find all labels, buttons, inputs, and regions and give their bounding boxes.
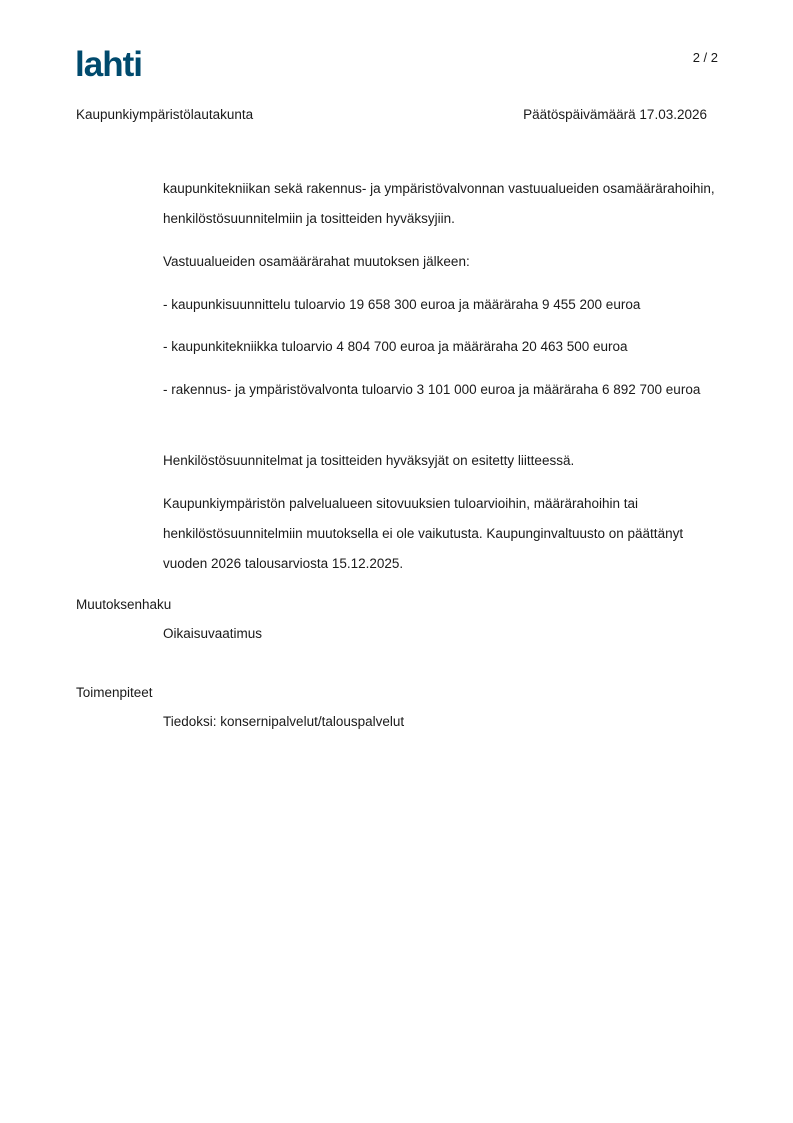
list-item-kaupunkitekniikka: - kaupunkitekniikka tuloarvio 4 804 700 euroa ja määräraha 20 463 500 euroa [163, 339, 628, 354]
actions-value: Tiedoksi: konsernipalvelut/talouspalvelut [163, 714, 405, 729]
page-number: 2 / 2 [692, 50, 718, 65]
paragraph-1: kaupunkitekniikan sekä rakennus- ja ympäristövalvonnan vastuualueiden osamäärärahoihin, henkilöstösuunnitelmiin ja tositteiden hyväksyjiin. [163, 181, 715, 226]
paragraph-impact: Kaupunkiympäristön palvelualueen sitovuuksien tuloarvioihin, määrärahoihin tai henkilöstösuunnitelmiin muutoksella ei ole vaikutusta. Kaupunginvaltuusto on päättänyt vuoden 2026 talousarviosta 15.12.2025. [163, 496, 684, 571]
appeal-value: Oikaisuvaatimus [163, 626, 263, 641]
appeal-label: Muutoksenhaku [76, 597, 172, 612]
organization-name: Kaupunkiympäristölautakunta [76, 107, 254, 122]
decision-date: Päätöspäivämäärä 17.03.2026 [523, 107, 707, 122]
paragraph-2: Vastuualueiden osamäärärahat muutoksen jälkeen: [163, 254, 470, 269]
actions-label: Toimenpiteet [76, 685, 153, 700]
paragraph-attachment: Henkilöstösuunnitelmat ja tositteiden hyväksyjät on esitetty liitteessä. [163, 453, 575, 468]
lahti-logo [75, 47, 167, 81]
list-item-rakennusvalvonta: - rakennus- ja ympäristövalvonta tuloarvio 3 101 000 euroa ja määräraha 6 892 700 euroa [163, 382, 701, 397]
svg-text:lahti: lahti [75, 47, 142, 81]
list-item-kaupunkisuunnittelu: - kaupunkisuunnittelu tuloarvio 19 658 300 euroa ja määräraha 9 455 200 euroa [163, 297, 641, 312]
